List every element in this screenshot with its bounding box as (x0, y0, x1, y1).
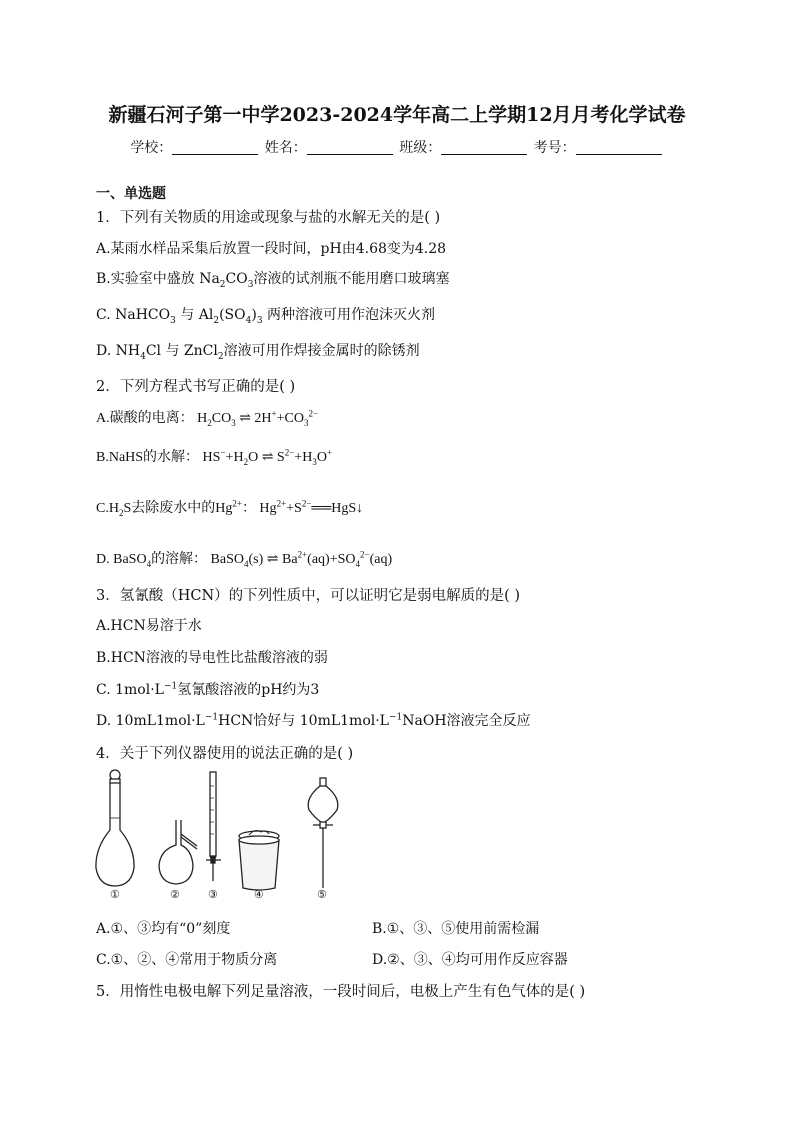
q4-stem: 4．关于下列仪器使用的说法正确的是( ) (96, 746, 354, 762)
number-label: 考号： (533, 140, 576, 156)
lab-apparatus-figure (93, 768, 343, 908)
apparatus-label-2: ② (170, 888, 180, 901)
class-label: 班级： (399, 140, 442, 156)
q4-option-c[interactable]: C.①、②、④常用于物质分离 (96, 952, 278, 968)
number-blank[interactable] (576, 140, 662, 155)
q3-option-b[interactable]: B.HCN溶液的导电性比盐酸溶液的弱 (96, 650, 328, 666)
q4-option-a[interactable]: A.①、③均有“0”刻度 (96, 921, 231, 937)
q1-stem: 1．下列有关物质的用途或现象与盐的水解无关的是( ) (96, 210, 441, 226)
q3-option-d[interactable]: D. $10mL1mol\cdot L^{-1}HCN$恰好与 $10mL1mol\cdot L^{-1}NaOH$溶液完全反应 (96, 712, 531, 729)
equilibrium-arrow-icon: ⇌ (239, 411, 251, 426)
school-label: 学校： (130, 140, 173, 156)
q1-option-c[interactable]: C. NaHCO$_3$ 与 $Al_2(SO_4)_3$ 两种溶液可用作泡沫灭火剂 (96, 307, 435, 326)
q3-option-a[interactable]: A.HCN易溶于水 (96, 618, 202, 634)
equilibrium-arrow-icon: ⇌ (266, 552, 279, 567)
q4-option-d[interactable]: D.②、③、④均可用作反应容器 (372, 952, 568, 968)
name-blank[interactable] (307, 140, 393, 155)
distilling-flask-icon (159, 820, 197, 884)
name-label: 姓名： (264, 140, 307, 156)
q2-option-d[interactable]: D. BaSO$_4$的溶解： BaSO$_4$(s) ⇌ $Ba^{2+}(aq)+SO_4^{2-}(aq)$ (96, 549, 393, 569)
q4-option-b[interactable]: B.①、③、⑤使用前需检漏 (372, 921, 540, 937)
class-blank[interactable] (441, 140, 527, 155)
separatory-funnel-icon (308, 778, 338, 888)
section-heading: 一、单选题 (96, 186, 166, 202)
q2-stem: 2．下列方程式书写正确的是( ) (96, 379, 296, 395)
q5-stem: 5．用惰性电极电解下列足量溶液，一段时间后，电极上产生有色气体的是( ) (96, 984, 586, 1000)
crucible-icon (239, 831, 279, 890)
apparatus-label-4: ④ (254, 888, 264, 901)
q2-option-c[interactable]: $C.H_2S$去除废水中的$Hg^{2+}$： $Hg^{2+}+S^{2-}══HgS↓$ (96, 498, 364, 518)
q1-option-b[interactable]: B.实验室中盛放 $Na_2CO_3$溶液的试剂瓶不能用磨口玻璃塞 (96, 271, 450, 290)
student-info-line (0, 137, 794, 157)
q3-option-c[interactable]: C. $1mol\cdot L^{-1}$氢氰酸溶液的pH约为3 (96, 681, 320, 698)
apparatus-label-3: ③ (208, 888, 218, 901)
school-blank[interactable] (172, 140, 258, 155)
q3-stem: 3．氢氰酸（HCN）的下列性质中，可以证明它是弱电解质的是( ) (96, 588, 521, 604)
burette-icon (206, 772, 221, 881)
q1-option-a[interactable]: A.某雨水样品采集后放置一段时间，pH由4.68变为4.28 (96, 241, 447, 257)
equilibrium-arrow-icon: ⇌ (261, 450, 274, 465)
q2-option-a[interactable]: A.碳酸的电离： $H_2CO_3$ ⇌ $2H^++CO_3^{2-}$ (96, 408, 319, 428)
q2-option-b[interactable]: B.NaHS的水解： $HS^-+H_2O$ ⇌ $S^{2-}+H_3O^+$ (96, 447, 333, 467)
q1-option-d[interactable]: D. $NH_4Cl$ 与 ZnCl$_2$溶液可用作焊接金属时的除锈剂 (96, 343, 420, 362)
apparatus-label-1: ① (110, 888, 120, 901)
volumetric-flask-icon (96, 770, 134, 886)
apparatus-label-5: ⑤ (317, 888, 327, 901)
exam-title: 新疆石河子第一中学2023-2024学年高二上学期12月月考化学试卷 (108, 104, 686, 126)
